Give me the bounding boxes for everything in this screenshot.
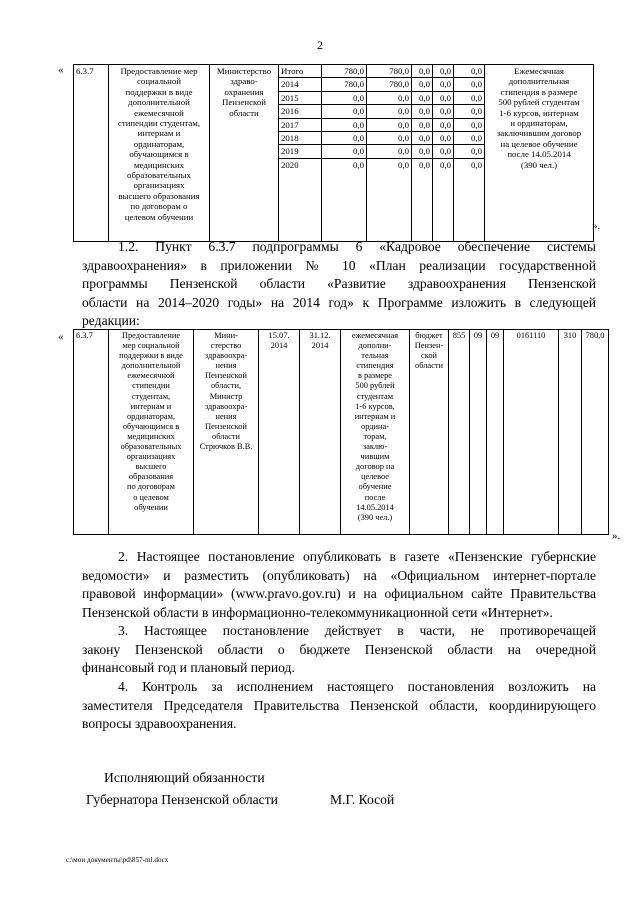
table1-cell: 0,0 — [433, 118, 454, 131]
table1-year: 2017 — [279, 118, 322, 131]
table1-cell: 0,0 — [322, 132, 367, 145]
cell-line: ординаторам, — [133, 138, 185, 149]
table2-code: 310 — [559, 330, 582, 535]
table1-cell: 780,0 — [367, 78, 412, 91]
footer-file-path: c:\мои документы\pd\857-ml.docx — [66, 856, 169, 864]
cell-line: Предоставление мер — [120, 66, 198, 76]
table1-cell: 0,0 — [412, 78, 433, 91]
table1-cell: 0,0 — [367, 118, 412, 131]
cell-line: на целевое обучение — [500, 138, 578, 149]
cell-line: обучении — [134, 502, 168, 512]
table1-cell: 0,0 — [367, 145, 412, 158]
cell-line: Пензенской — [205, 421, 247, 431]
cell-line: мер социальной — [122, 341, 180, 351]
cell-line: студентам — [356, 391, 394, 401]
table1-cell: 780,0 — [367, 65, 412, 78]
cell-line: охранения — [224, 86, 264, 97]
table2-code: 855 — [449, 330, 470, 535]
signature-name: М.Г. Косой — [330, 792, 395, 807]
table1-cell: 0,0 — [433, 78, 454, 91]
table1 — [73, 64, 594, 242]
table1-cell: 0,0 — [322, 91, 367, 104]
table1-cell: 0,0 — [433, 132, 454, 145]
table2-executor — [194, 330, 259, 535]
table1-result — [485, 65, 594, 242]
text-line: вопросы здравоохранения. — [82, 716, 237, 732]
cell-line: здраво- — [230, 76, 258, 87]
cell-line: тельная — [361, 351, 389, 361]
cell-line: Мини- — [214, 331, 238, 340]
cell-line: области — [415, 361, 443, 371]
cell-line: заклю- — [362, 442, 388, 452]
table1-cell: 0,0 — [454, 118, 485, 131]
table1-year: 2015 — [279, 91, 322, 104]
table1-cell: 0,0 — [454, 65, 485, 78]
table1-cell: 0,0 — [412, 158, 433, 241]
cell-line: 500 рублей — [355, 381, 395, 391]
table1-close-quote: ». — [592, 220, 601, 232]
table1-executor — [210, 65, 279, 242]
table1-cell: 0,0 — [454, 132, 485, 145]
cell-line: здравоохра- — [204, 351, 248, 361]
cell-line: стипендии студентам, — [117, 118, 201, 129]
cell-line: 31.12. — [309, 331, 331, 340]
table1-cell: 0,0 — [433, 91, 454, 104]
cell-line: по договорам о — [130, 201, 188, 212]
cell-line: по договорам — [127, 482, 175, 492]
cell-line: стипендия в размере — [500, 86, 578, 97]
cell-line: дополни- — [358, 341, 392, 351]
table1-cell: 0,0 — [454, 145, 485, 158]
text-line: программы Пензенской области «Развитие здравоохранения Пензенской — [82, 276, 596, 292]
cell-line: стипендии — [132, 381, 170, 391]
text-line: 3. Настоящее постановление действует в части, не противоречащей — [118, 623, 596, 638]
cell-line: чившим — [360, 452, 390, 462]
table2-amount: 780,0 — [582, 330, 609, 535]
table1-cell: 0,0 — [322, 118, 367, 131]
cell-line: (390 чел.) — [357, 512, 393, 522]
cell-line: организациях — [133, 180, 185, 191]
table1-cell: 780,0 — [322, 65, 367, 78]
paragraph-1-2 — [82, 238, 596, 331]
table2-date-start — [259, 330, 300, 535]
text-line: финансовый год и плановый период. — [82, 660, 295, 676]
cell-line: организациях — [126, 452, 176, 462]
table1-cell: 0,0 — [454, 105, 485, 118]
table1-cell: 0,0 — [412, 145, 433, 158]
table1-cell: 0,0 — [322, 105, 367, 118]
cell-line: заключившим договор — [496, 128, 582, 139]
cell-line: в размере — [357, 371, 393, 381]
signature-line-1: Исполняющий обязанности — [104, 770, 265, 785]
cell-line: после 14.05.2014 — [507, 149, 571, 160]
table1-year: 2018 — [279, 132, 322, 145]
table2 — [73, 329, 609, 535]
text-line: правовой информации» (www.pravo.gov.ru) и на официальном сайте Правительства — [82, 586, 596, 602]
cell-line: здравоохра- — [204, 401, 248, 411]
cell-line: области, — [210, 381, 242, 391]
table1-year: 2014 — [279, 78, 322, 91]
table2-code: 0161110 — [504, 330, 559, 535]
table2-code: 09 — [487, 330, 504, 535]
cell-line: обучающимся в — [122, 421, 180, 431]
cell-line: интернам и — [130, 401, 172, 411]
cell-line: после — [364, 492, 386, 502]
cell-line: стерство — [210, 341, 242, 351]
table1-cell: 0,0 — [454, 158, 485, 241]
table1-num: 6.3.7 — [74, 65, 109, 242]
cell-line: ежемесячной — [127, 371, 175, 381]
text-line: ведомости» и разместить (опубликовать) на «Официальном интернет-портале — [82, 567, 596, 583]
cell-line: обучение — [358, 482, 392, 492]
table1-cell: 0,0 — [433, 105, 454, 118]
cell-line: 2014 — [270, 341, 288, 351]
table1-cell: 0,0 — [322, 145, 367, 158]
table1-year: 2016 — [279, 105, 322, 118]
cell-line: области — [212, 431, 240, 441]
table1-cell: 780,0 — [322, 78, 367, 91]
text-line: 1.2. Пункт 6.3.7 подпрограммы 6 «Кадровое обеспечение системы — [118, 239, 596, 254]
cell-line: Предоставление — [121, 331, 181, 340]
text-line: закону Пензенской области о бюджете Пензенской области на очередной — [82, 641, 596, 657]
cell-line: Министр — [209, 391, 243, 401]
cell-line: обучающимся в — [129, 149, 189, 160]
table1-cell: 0,0 — [322, 158, 367, 241]
cell-line: 500 рублей студентам — [498, 97, 580, 108]
cell-line: Министерство — [216, 66, 272, 76]
table1-cell: 0,0 — [412, 132, 433, 145]
cell-line: студентам, — [131, 391, 171, 401]
table1-year: 2019 — [279, 145, 322, 158]
cell-line: Стрючков В.В. — [199, 442, 253, 452]
table1-measure — [109, 65, 210, 242]
text-line: области на 2014–2020 годы» на 2014 год» к Программе изложить в следующей — [82, 294, 596, 310]
table1-cell: 0,0 — [412, 91, 433, 104]
table2-code: 09 — [470, 330, 487, 535]
paragraph-3 — [82, 622, 596, 678]
cell-line: дополнительной — [121, 361, 181, 371]
cell-line: нения — [215, 411, 237, 421]
table1-cell: 0,0 — [454, 78, 485, 91]
cell-line: торам, — [363, 431, 387, 441]
cell-line: Пензенской — [205, 371, 247, 381]
table1-cell: 0,0 — [454, 91, 485, 104]
table1-cell: 0,0 — [367, 158, 412, 241]
table1-cell: 0,0 — [367, 91, 412, 104]
signature-line-2: Губернатора Пензенской области — [86, 792, 278, 807]
cell-line: образовательных — [127, 170, 191, 181]
cell-line: договор на — [355, 462, 395, 472]
cell-line: дополнительная — [508, 76, 570, 87]
table1-cell: 0,0 — [412, 118, 433, 131]
table1-cell: 0,0 — [433, 65, 454, 78]
table1-cell: 0,0 — [412, 65, 433, 78]
cell-line: 1-6 курсов, интернам — [499, 107, 579, 118]
cell-line: интернам и — [354, 411, 396, 421]
cell-line: целевое — [361, 472, 389, 482]
cell-line: высшего — [135, 462, 167, 472]
table2-close-quote: ». — [612, 530, 621, 542]
cell-line: бюджет — [415, 331, 443, 340]
cell-line: стипендия — [356, 361, 394, 371]
cell-line: области — [229, 107, 259, 118]
cell-line: высшего образования — [118, 190, 200, 201]
paragraph-2 — [82, 548, 596, 622]
text-line: 2. Настоящее постановление опубликовать в газете «Пензенские губернские — [118, 549, 596, 564]
cell-line: образования — [128, 472, 174, 482]
cell-line: 15.07. — [268, 331, 290, 340]
cell-line: ординаторам, — [126, 411, 176, 421]
cell-line: целевом обучении — [124, 211, 194, 222]
page-number: 2 — [317, 38, 323, 52]
paragraph-4 — [82, 678, 596, 734]
text-line: Пензенской области в информационно-телекоммуникационной сети «Интернет». — [82, 604, 553, 620]
text-line: редакции: — [82, 313, 140, 329]
cell-line: Пензенской — [222, 97, 266, 108]
table1-cell: 0,0 — [433, 145, 454, 158]
cell-line: поддержки в виде — [119, 351, 183, 361]
text-line: 4. Контроль за исполнением настоящего постановления возложить на — [118, 679, 596, 694]
table2-source — [410, 330, 449, 535]
cell-line: о целевом — [133, 492, 169, 502]
cell-line: ежемесячная — [351, 331, 399, 340]
cell-line: 2014 — [311, 341, 329, 351]
cell-line: ежемесячной — [134, 107, 184, 118]
cell-line: социальной — [137, 76, 181, 87]
cell-line: 14.05.2014 — [356, 502, 394, 512]
table1-cell: 0,0 — [412, 105, 433, 118]
cell-line: поддержки в виде — [125, 86, 193, 97]
cell-line: Пензен- — [414, 341, 444, 351]
cell-line: и ординаторам, — [510, 118, 568, 129]
cell-line: 1-6 курсов, — [355, 401, 395, 411]
cell-line: нения — [215, 361, 237, 371]
table2-num: 6.3.7 — [74, 330, 109, 535]
table1-cell: 0,0 — [433, 158, 454, 241]
text-line: заместителя Председателя Правительства Пензенской области, координирующего — [82, 697, 596, 713]
table1-open-quote: « — [58, 64, 64, 76]
table2-measure — [109, 330, 194, 535]
cell-line: медицинских — [134, 159, 184, 170]
cell-line: интернам и — [137, 128, 181, 139]
cell-line: ской — [420, 351, 438, 361]
table2-date-end — [300, 330, 341, 535]
cell-line: (390 чел.) — [520, 159, 558, 170]
cell-line: медицинских — [127, 431, 175, 441]
text-line: здравоохранения» в приложении № 10 «План реализации государственной — [82, 257, 596, 273]
cell-line: ордина- — [361, 421, 389, 431]
table1-year: 2020 — [279, 158, 322, 241]
table2-result — [341, 330, 410, 535]
table1-year: Итого — [279, 65, 322, 78]
table2-open-quote: « — [58, 331, 64, 343]
table1-cell: 0,0 — [367, 132, 412, 145]
cell-line: Ежемесячная — [514, 66, 564, 76]
table1-cell: 0,0 — [367, 105, 412, 118]
cell-line: дополнительной — [128, 97, 190, 108]
cell-line: образовательных — [120, 442, 182, 452]
